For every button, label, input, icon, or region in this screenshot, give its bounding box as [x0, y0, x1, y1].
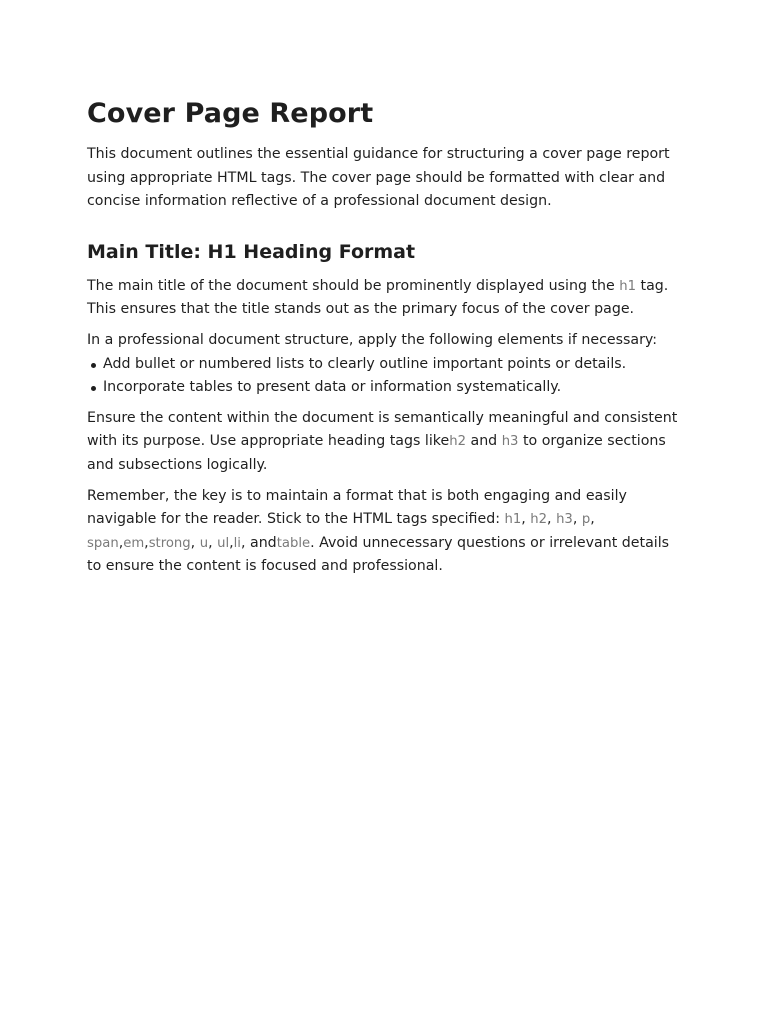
inline-code-tag: em [123, 535, 145, 551]
separator: , [190, 534, 200, 551]
inline-code-tag: h1 [504, 512, 522, 528]
list-item-text: Incorporate tables to present data or information systematically. [103, 379, 562, 396]
paragraph-structure: In a professional document structure, apply the following elements if necessary: [87, 331, 658, 348]
section-heading: Main Title: H1 Heading Format [87, 240, 416, 263]
separator: , [590, 511, 595, 528]
inline-code-tag: u [199, 535, 209, 551]
separator: , [521, 511, 531, 528]
page-title: Cover Page Report [87, 98, 374, 129]
inline-code-tag: table [276, 535, 311, 551]
paragraph-text: The main title of the document should be prominently displayed using the [87, 277, 620, 294]
bullet-icon [91, 386, 96, 391]
paragraph-text: to organize sections and subsections logically. [87, 433, 666, 473]
separator: , [572, 511, 582, 528]
paragraph-text: and [465, 433, 502, 450]
inline-code-tag: strong [148, 535, 191, 551]
inline-code-tag: ul [217, 535, 230, 551]
bullet-icon [91, 363, 96, 368]
paragraph-semantics [87, 407, 682, 478]
and-word: and [250, 534, 277, 551]
inline-code-tag: h2 [449, 434, 466, 450]
intro-paragraph: This document outlines the essential guidance for structuring a cover page report using appropriate HTML tags. The cover page should be formatted with clear and concise information reflective of a professional document design. [87, 146, 670, 210]
bullet-list [87, 353, 682, 400]
list-item-text: Add bullet or numbered lists to clearly outline important points or details. [103, 355, 627, 372]
inline-code-tag: h1 [619, 278, 637, 294]
separator: , [118, 534, 124, 551]
separator: , [240, 534, 250, 551]
inline-code-tag: p [581, 512, 591, 528]
paragraph-text: tag. This ensures that the title stands out as the primary focus of the cover page. [87, 277, 669, 318]
inline-code-tag: h2 [530, 512, 548, 528]
inline-code-tag: span [87, 535, 119, 551]
paragraph-text: Remember, the key is to maintain a format that is both engaging and easily navigable for the reader. Stick to the HTML tags specified: [87, 487, 627, 528]
separator: , [547, 511, 557, 528]
list-item [87, 376, 682, 400]
paragraph-text: Ensure the content within the document is semantically meaningful and consistent with its purpose. Use appropriate heading tags like [87, 409, 678, 450]
paragraph-text: . Avoid unnecessary questions or irrelevant details to ensure the content is focused and professional. [87, 534, 670, 575]
separator: , [144, 534, 149, 551]
separator: , [208, 534, 218, 551]
paragraph-main-title [87, 275, 682, 322]
inline-code-tag: h3 [501, 434, 519, 450]
inline-code-tag: li [233, 535, 241, 551]
inline-code-tag: h3 [556, 512, 573, 528]
paragraph-conclusion [87, 485, 682, 579]
list-item [87, 353, 682, 377]
separator: , [229, 534, 234, 551]
